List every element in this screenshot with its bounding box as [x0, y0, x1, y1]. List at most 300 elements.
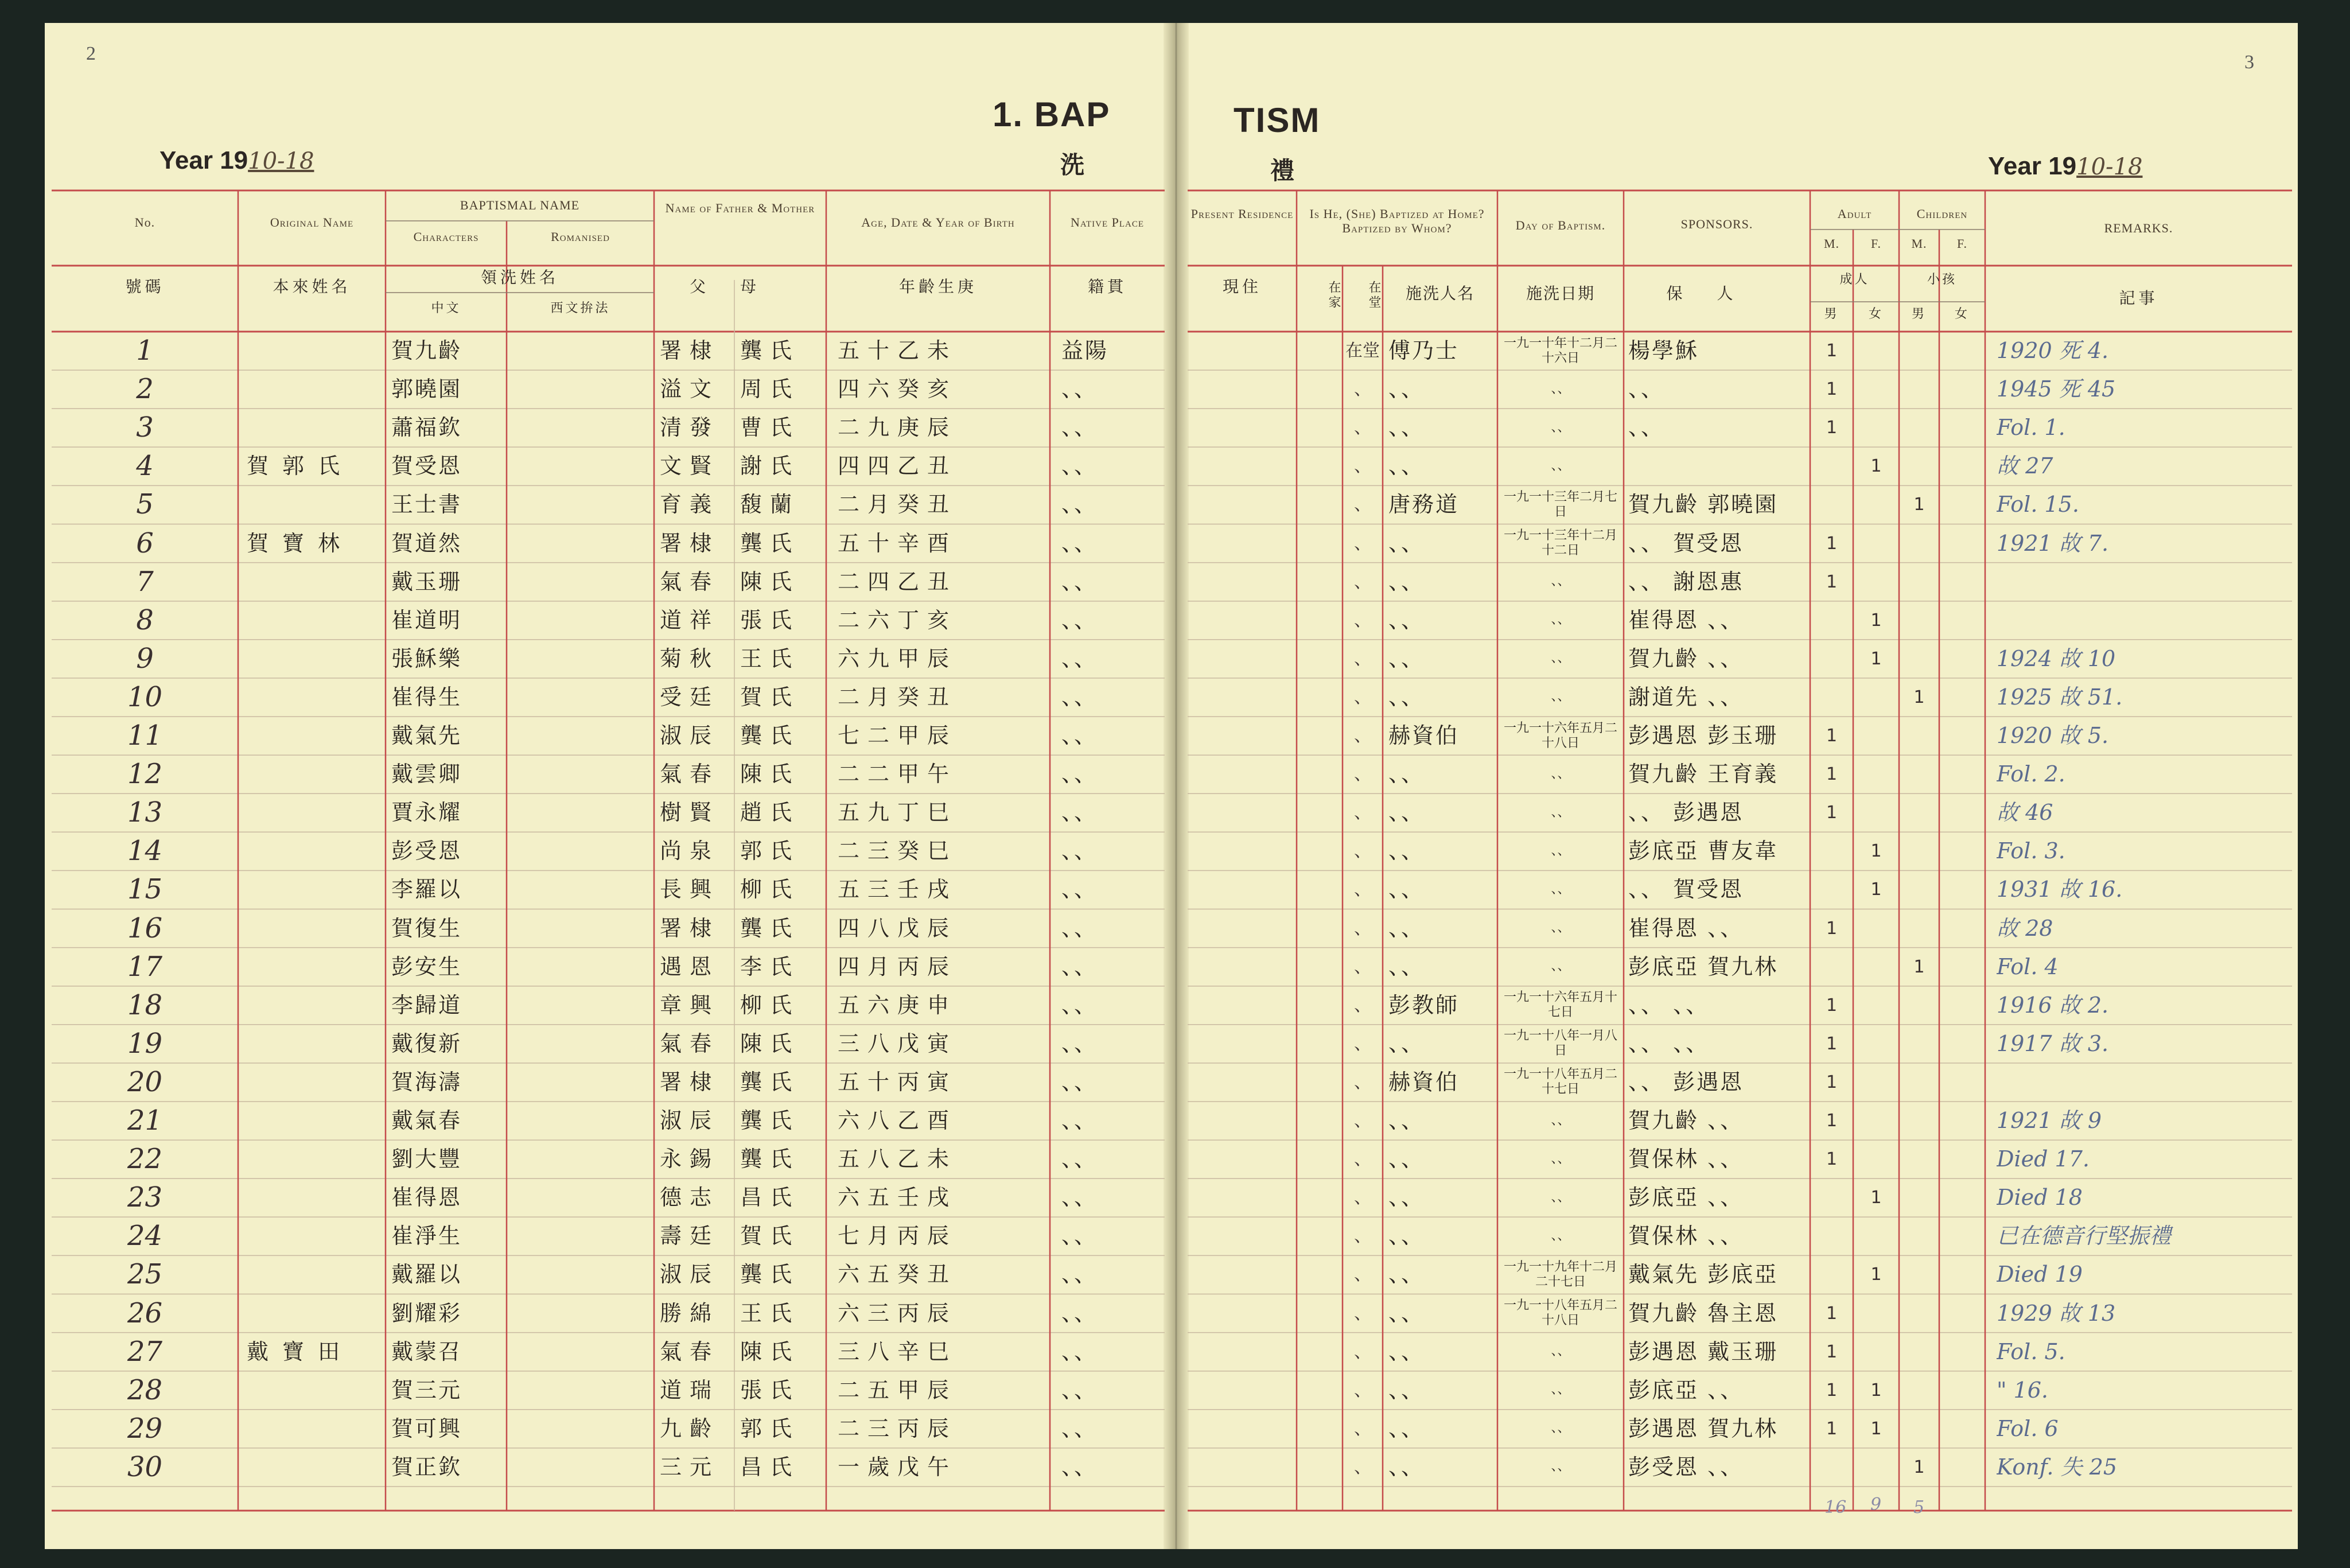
age-birth: 二六丁亥: [838, 607, 958, 633]
entry-number: 8: [136, 604, 154, 636]
entry-number: 29: [127, 1412, 163, 1445]
native-place: 、、: [1061, 1339, 1098, 1364]
mother-name: 龔氏: [740, 1262, 800, 1287]
sponsors: 彭底亞 、、: [1628, 1185, 1744, 1211]
native-place: 、、: [1061, 761, 1098, 787]
adult-male-mark: 1: [1826, 726, 1838, 746]
remark: 1920 故 5.: [1997, 723, 2109, 748]
adult-female-mark: [1853, 485, 1899, 524]
original-name: [247, 601, 384, 640]
remark: Died 19: [1997, 1262, 2083, 1287]
age-birth: 三八戊寅: [838, 1030, 958, 1056]
header-adult-f: F.: [1871, 236, 1881, 251]
child-female-mark: [1939, 1294, 1985, 1333]
entry-number: 14: [127, 835, 163, 867]
baptized-by: 、、: [1388, 1262, 1425, 1287]
original-name: [247, 909, 384, 948]
zh-header-western: 西文拚法: [550, 301, 610, 316]
baptized-by: 、、: [1388, 684, 1425, 710]
entry-number: 3: [136, 411, 154, 444]
adult-male-mark: 1: [1826, 1303, 1838, 1324]
child-male-mark: [1899, 1410, 1939, 1448]
adult-male-mark: 1: [1826, 533, 1838, 554]
baptism-day: 一九一十九年十二月二十七日: [1503, 1259, 1617, 1289]
sponsors: 彭底亞 、、: [1628, 1377, 1744, 1403]
adult-male-mark: [1810, 1178, 1853, 1217]
baptismal-name-chinese: 戴氣先: [391, 723, 462, 748]
father-name: 九齡: [660, 1415, 720, 1441]
father-name: 尚泉: [660, 838, 720, 864]
child-female-mark: [1939, 1102, 1985, 1140]
remark: 1921 故 7.: [1997, 530, 2109, 556]
table-row: [0, 1102, 2350, 1140]
father-name: 壽廷: [660, 1223, 720, 1249]
mother-name: 王氏: [740, 645, 800, 671]
baptismal-name-chinese: 蕭福欽: [391, 415, 462, 441]
baptism-day: 、、: [1551, 1460, 1570, 1474]
age-birth: 一歲戊午: [838, 1454, 958, 1480]
child-female-mark: [1939, 332, 1985, 370]
baptism-day: 一九一十八年五月二十七日: [1503, 1067, 1617, 1097]
sponsors: 賀九齡 、、: [1628, 1108, 1744, 1133]
baptized-in-hall: 、: [1354, 956, 1371, 977]
title-right: TISM: [1234, 101, 1321, 139]
mother-name: 郭氏: [740, 1415, 800, 1441]
child-female-mark: [1939, 1333, 1985, 1371]
table-row: [0, 1371, 2350, 1410]
age-birth: 二九庚辰: [838, 415, 958, 441]
adult-male-mark: 1: [1826, 1149, 1838, 1170]
remark: 1931 故 16.: [1997, 877, 2123, 902]
zh-header-adult-male: 男: [1824, 307, 1839, 321]
header-characters: Characters: [413, 229, 479, 244]
child-male-mark: [1899, 1294, 1939, 1333]
table-row: [0, 370, 2350, 408]
remark: Fol. 4: [1997, 954, 2059, 979]
baptismal-name-chinese: 賀復生: [391, 915, 462, 941]
child-male-mark: [1899, 1178, 1939, 1217]
child-female-mark: [1939, 1178, 1985, 1217]
baptismal-name-chinese: 王士書: [391, 492, 462, 518]
child-female-mark: [1939, 1063, 1985, 1102]
child-female-mark: [1939, 717, 1985, 755]
mother-name: 李氏: [740, 954, 800, 979]
table-row: [0, 948, 2350, 986]
father-name: 遇恩: [660, 954, 720, 979]
remark: 故 27: [1997, 453, 2053, 479]
adult-male-mark: 1: [1826, 1380, 1838, 1400]
original-name: [247, 755, 384, 793]
child-male-mark: [1899, 1371, 1939, 1410]
header-day-of-baptism: Day of Baptism.: [1515, 218, 1606, 232]
baptized-by: 、、: [1388, 415, 1425, 441]
child-female-mark: [1939, 1140, 1985, 1178]
age-birth: 五九丁巳: [838, 800, 958, 826]
baptized-in-hall: 、: [1354, 803, 1371, 823]
table-row: [0, 1410, 2350, 1448]
native-place: 、、: [1061, 530, 1098, 556]
age-birth: 六五壬戌: [838, 1185, 958, 1211]
baptized-in-hall: 、: [1354, 841, 1371, 862]
native-place: 、、: [1061, 376, 1098, 402]
table-row: [0, 524, 2350, 563]
baptized-in-hall: 、: [1354, 995, 1371, 1015]
baptized-in-hall: 、: [1354, 379, 1371, 400]
child-female-mark: [1939, 370, 1985, 408]
mother-name: 郭氏: [740, 838, 800, 864]
header-children-f: F.: [1957, 236, 1967, 251]
adult-female-mark: [1853, 1025, 1899, 1063]
sponsors: 、、 、、: [1628, 1030, 1710, 1056]
header-father-mother: Name of Father & Mother: [665, 201, 815, 215]
native-place: 益陽: [1061, 338, 1109, 363]
child-male-mark: [1899, 447, 1939, 485]
baptized-in-hall: 、: [1354, 456, 1371, 477]
baptized-in-hall: 、: [1354, 1341, 1371, 1362]
total-adult-male: 16: [1824, 1497, 1847, 1518]
baptism-day: 、、: [1551, 574, 1570, 589]
zh-header-day: 施洗日期: [1526, 284, 1595, 303]
adult-male-mark: [1810, 1255, 1853, 1294]
table-row: [0, 909, 2350, 948]
baptized-by: 、、: [1388, 1108, 1425, 1133]
baptized-in-hall: 、: [1354, 918, 1371, 939]
child-male-mark: [1899, 563, 1939, 601]
child-female-mark: [1939, 678, 1985, 717]
remark: 故 28: [1997, 915, 2053, 941]
table-row: [0, 832, 2350, 870]
original-name: [247, 832, 384, 870]
father-name: 淑辰: [660, 1108, 720, 1133]
adult-female-mark: [1853, 1140, 1899, 1178]
original-name: [247, 1448, 384, 1487]
baptized-by: 、、: [1388, 530, 1425, 556]
entry-number: 18: [127, 989, 163, 1021]
baptism-day: 、、: [1551, 1228, 1570, 1243]
adult-male-mark: 1: [1826, 803, 1838, 823]
table-row: [0, 1063, 2350, 1102]
baptism-day: 、、: [1551, 458, 1570, 473]
baptismal-name-chinese: 劉耀彩: [391, 1300, 462, 1326]
adult-male-mark: 1: [1826, 379, 1838, 400]
age-birth: 三八辛巳: [838, 1339, 958, 1364]
child-female-mark: [1939, 1448, 1985, 1487]
baptismal-name-chinese: 劉大豐: [391, 1146, 462, 1172]
baptismal-name-chinese: 戴蒙召: [391, 1339, 462, 1364]
table-row: [0, 986, 2350, 1025]
baptized-by: 、、: [1388, 1377, 1425, 1403]
age-birth: 五十丙寅: [838, 1069, 958, 1095]
zh-header-residence: 現住: [1222, 277, 1262, 296]
baptized-by: 、、: [1388, 1223, 1425, 1249]
child-male-mark: 1: [1913, 687, 1925, 707]
zh-header-adult-female: 女: [1868, 307, 1884, 321]
child-female-mark: [1939, 870, 1985, 909]
entry-number: 16: [127, 912, 163, 944]
baptismal-name-chinese: 賀可興: [391, 1415, 462, 1441]
adult-female-mark: [1853, 948, 1899, 986]
zh-header-home: 在家: [1326, 281, 1341, 310]
entry-number: 4: [136, 450, 154, 483]
zh-header-no: 號碼: [125, 277, 165, 296]
father-name: 清發: [660, 415, 720, 441]
age-birth: 五六庚申: [838, 992, 958, 1018]
child-male-mark: [1899, 1025, 1939, 1063]
entry-number: 17: [127, 950, 163, 983]
baptismal-name-chinese: 郭曉園: [391, 376, 462, 402]
total-adult-female: 9: [1870, 1495, 1882, 1515]
zh-header-sponsors: 保人: [1666, 284, 1768, 303]
baptized-by: 、、: [1388, 800, 1425, 826]
adult-female-mark: 1: [1870, 841, 1882, 862]
adult-male-mark: 1: [1826, 995, 1838, 1015]
native-place: 、、: [1061, 1185, 1098, 1211]
baptized-by: 、、: [1388, 1185, 1425, 1211]
native-place: 、、: [1061, 1454, 1098, 1480]
sponsors: 賀九齡 魯主恩: [1628, 1300, 1779, 1326]
entry-number: 7: [136, 565, 154, 598]
child-female-mark: [1939, 909, 1985, 948]
mother-name: 昌氏: [740, 1454, 800, 1480]
baptized-in-hall: 、: [1354, 687, 1371, 707]
native-place: 、、: [1061, 1223, 1098, 1249]
entry-number: 1: [136, 334, 154, 367]
baptized-by: 、、: [1388, 1454, 1425, 1480]
table-row: [0, 1025, 2350, 1063]
sponsors: 、、: [1628, 415, 1665, 441]
zh-header-original-name: 本來姓名: [273, 277, 351, 296]
zh-header-chinese: 中文: [431, 301, 461, 316]
adult-female-mark: 1: [1870, 1188, 1882, 1208]
remark: 1921 故 9: [1997, 1108, 2102, 1133]
original-name: [247, 485, 384, 524]
baptism-day: 、、: [1551, 1113, 1570, 1128]
child-male-mark: 1: [1913, 495, 1925, 515]
native-place: 、、: [1061, 569, 1098, 594]
adult-female-mark: [1853, 678, 1899, 717]
baptism-day: 、、: [1551, 921, 1570, 935]
father-name: 文賢: [660, 453, 720, 479]
entry-number: 21: [127, 1104, 163, 1137]
baptized-in-hall: 、: [1354, 1072, 1371, 1092]
age-birth: 二三癸巳: [838, 838, 958, 864]
baptism-day: 、、: [1551, 1383, 1570, 1398]
zh-header-native: 籍貫: [1087, 277, 1127, 296]
father-name: 三元: [660, 1454, 720, 1480]
native-place: 、、: [1061, 492, 1098, 518]
remark: Fol. 2.: [1997, 761, 2065, 787]
adult-male-mark: [1810, 948, 1853, 986]
adult-female-mark: [1853, 524, 1899, 563]
father-name: 淑辰: [660, 1262, 720, 1287]
entry-number: 2: [136, 373, 154, 406]
baptized-by: 傅乃士: [1388, 338, 1460, 363]
original-name: [247, 1102, 384, 1140]
native-place: 、、: [1061, 800, 1098, 826]
baptized-in-hall: 、: [1354, 418, 1371, 438]
native-place: 、、: [1061, 645, 1098, 671]
native-place: 、、: [1061, 1030, 1098, 1056]
baptismal-name-chinese: 戴玉珊: [391, 569, 462, 594]
mother-name: 曹氏: [740, 415, 800, 441]
native-place: 、、: [1061, 1300, 1098, 1326]
father-name: 永錫: [660, 1146, 720, 1172]
entry-number: 24: [127, 1220, 163, 1252]
adult-male-mark: [1810, 1448, 1853, 1487]
remark: 已在德音行堅振禮: [1997, 1223, 2172, 1249]
sponsors: 楊學穌: [1628, 338, 1699, 363]
sponsors: 崔得恩 、、: [1628, 915, 1744, 941]
adult-male-mark: 1: [1826, 764, 1838, 785]
child-male-mark: [1899, 1140, 1939, 1178]
father-name: 勝綿: [660, 1300, 720, 1326]
father-name: 署棣: [660, 915, 720, 941]
child-male-mark: [1899, 1063, 1939, 1102]
native-place: 、、: [1061, 954, 1098, 979]
remark: Fol. 5.: [1997, 1339, 2065, 1364]
father-name: 署棣: [660, 530, 720, 556]
entry-number: 15: [127, 873, 163, 906]
baptized-by: 、、: [1388, 915, 1425, 941]
mother-name: 陳氏: [740, 1339, 800, 1364]
adult-female-mark: [1853, 370, 1899, 408]
entry-number: 30: [127, 1450, 163, 1483]
baptismal-name-chinese: 張穌樂: [391, 645, 462, 671]
remark: Fol. 6: [1997, 1415, 2059, 1441]
mother-name: 周氏: [740, 376, 800, 402]
baptismal-name-chinese: 賀三元: [391, 1377, 462, 1403]
original-name: [247, 370, 384, 408]
entry-number: 25: [127, 1258, 163, 1291]
baptized-by: 、、: [1388, 376, 1425, 402]
baptismal-name-chinese: 賀海濤: [391, 1069, 462, 1095]
child-male-mark: [1899, 793, 1939, 832]
age-birth: 七月丙辰: [838, 1223, 958, 1249]
baptism-day: 一九一十年十二月二十六日: [1503, 336, 1617, 365]
adult-female-mark: [1853, 1063, 1899, 1102]
adult-male-mark: [1810, 601, 1853, 640]
baptized-by: 、、: [1388, 607, 1425, 633]
age-birth: 六八乙酉: [838, 1108, 958, 1133]
age-birth: 二三丙辰: [838, 1415, 958, 1441]
adult-male-mark: 1: [1826, 1033, 1838, 1054]
sponsors: 彭遇恩 賀九林: [1628, 1415, 1779, 1441]
remark: 1917 故 3.: [1997, 1030, 2109, 1056]
adult-male-mark: 1: [1826, 1341, 1838, 1362]
zh-header-children: 小孩: [1927, 273, 1957, 287]
zh-header-hall: 在堂: [1367, 281, 1381, 310]
native-place: 、、: [1061, 1069, 1098, 1095]
remark: 1929 故 13: [1997, 1300, 2116, 1326]
original-name: [247, 948, 384, 986]
mother-name: 龔氏: [740, 723, 800, 748]
child-male-mark: [1899, 408, 1939, 447]
table-row: [0, 717, 2350, 755]
mother-name: 柳氏: [740, 992, 800, 1018]
adult-female-mark: [1853, 408, 1899, 447]
child-male-mark: [1899, 717, 1939, 755]
baptized-by: 彭教師: [1388, 992, 1460, 1018]
adult-female-mark: 1: [1870, 1264, 1882, 1285]
adult-female-mark: [1853, 793, 1899, 832]
father-name: 氣春: [660, 761, 720, 787]
baptized-in-hall: 、: [1354, 648, 1371, 669]
baptized-in-hall: 、: [1354, 1457, 1371, 1477]
adult-male-mark: 1: [1826, 571, 1838, 592]
year-value-right: 10-18: [2076, 154, 2143, 180]
baptism-day: 一九一十六年五月二十八日: [1503, 721, 1617, 750]
child-female-mark: [1939, 986, 1985, 1025]
original-name: 戴寶田: [247, 1339, 354, 1364]
child-male-mark: [1899, 870, 1939, 909]
child-female-mark: [1939, 485, 1985, 524]
table-row: [0, 1333, 2350, 1371]
adult-male-mark: 1: [1826, 1072, 1838, 1092]
sponsors: 彭底亞 曹友韋: [1628, 838, 1779, 864]
table-row: [0, 870, 2350, 909]
mother-name: 張氏: [740, 1377, 800, 1403]
adult-female-mark: 1: [1870, 648, 1882, 669]
zh-header-father-mother: 父母: [689, 277, 791, 296]
entry-number: 20: [127, 1065, 163, 1098]
adult-female-mark: [1853, 1294, 1899, 1333]
mother-name: 龔氏: [740, 915, 800, 941]
father-name: 長興: [660, 877, 720, 902]
title-left: 1. BAP: [993, 95, 1111, 134]
entry-number: 13: [127, 796, 163, 829]
adult-female-mark: 1: [1870, 610, 1882, 631]
remark: 1924 故 10: [1997, 645, 2116, 671]
age-birth: 五八乙未: [838, 1146, 958, 1172]
adult-male-mark: 1: [1826, 418, 1838, 438]
adult-male-mark: [1810, 640, 1853, 678]
baptism-day: 、、: [1551, 1344, 1570, 1359]
baptized-by: 、、: [1388, 954, 1425, 979]
sponsors: 賀保林 、、: [1628, 1146, 1744, 1172]
sponsors: 彭底亞 賀九林: [1628, 954, 1779, 979]
zh-header-baptizer: 施洗人名: [1405, 284, 1474, 303]
zh-header-children-male: 男: [1911, 307, 1927, 321]
age-birth: 五十乙未: [838, 338, 958, 363]
entry-number: 28: [127, 1374, 163, 1406]
native-place: 、、: [1061, 1146, 1098, 1172]
father-name: 道瑞: [660, 1377, 720, 1403]
original-name: 賀郭氏: [247, 453, 354, 479]
table-row: [0, 1294, 2350, 1333]
baptismal-name-chinese: 崔道明: [391, 607, 462, 633]
baptism-day: 、、: [1551, 420, 1570, 435]
age-birth: 六三丙辰: [838, 1300, 958, 1326]
child-male-mark: 1: [1913, 1457, 1925, 1477]
entry-number: 6: [136, 527, 154, 559]
baptism-day: 、、: [1551, 1421, 1570, 1436]
zh-header-remarks: 記事: [2119, 289, 2158, 308]
adult-female-mark: [1853, 909, 1899, 948]
adult-female-mark: [1853, 1448, 1899, 1487]
child-female-mark: [1939, 755, 1985, 793]
child-male-mark: [1899, 1333, 1939, 1371]
baptismal-name-chinese: 李羅以: [391, 877, 462, 902]
table-row: [0, 1217, 2350, 1255]
remark: Fol. 1.: [1997, 415, 2065, 441]
original-name: [247, 793, 384, 832]
table-row: [0, 678, 2350, 717]
remark: 1925 故 51.: [1997, 684, 2123, 710]
table-row: [0, 447, 2350, 485]
original-name: [247, 640, 384, 678]
sponsors: 、、 謝恩惠: [1628, 569, 1744, 594]
sponsors: [1628, 447, 1809, 485]
